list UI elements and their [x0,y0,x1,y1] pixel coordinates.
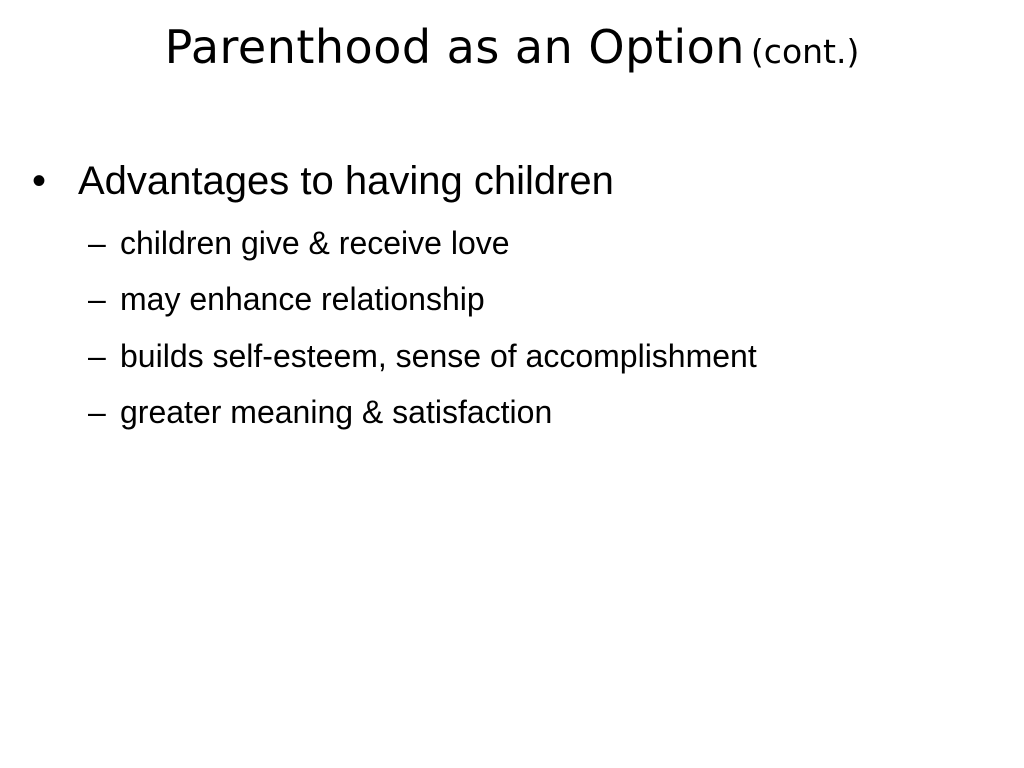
sub-item-text: may enhance relationship [120,281,485,317]
sub-item [88,224,510,262]
title-main-text: Parenthood as an Option [164,20,745,74]
sub-item-text: builds self-esteem, sense of accomplishment [120,338,757,374]
sub-item [88,337,757,375]
sub-item-dash: – [88,225,106,261]
sub-item-dash: – [88,338,106,374]
sub-item-text: greater meaning & satisfaction [120,394,553,430]
bullet-marker: • [32,159,47,203]
sub-item-dash: – [88,394,106,430]
title-suffix-text: (cont.) [750,32,860,71]
sub-item-text: children give & receive love [120,225,510,261]
bullet-item [32,158,614,204]
bullet-text: Advantages to having children [78,159,614,203]
sub-item [88,280,485,318]
sub-item-dash: – [88,281,106,317]
sub-item [88,393,553,431]
